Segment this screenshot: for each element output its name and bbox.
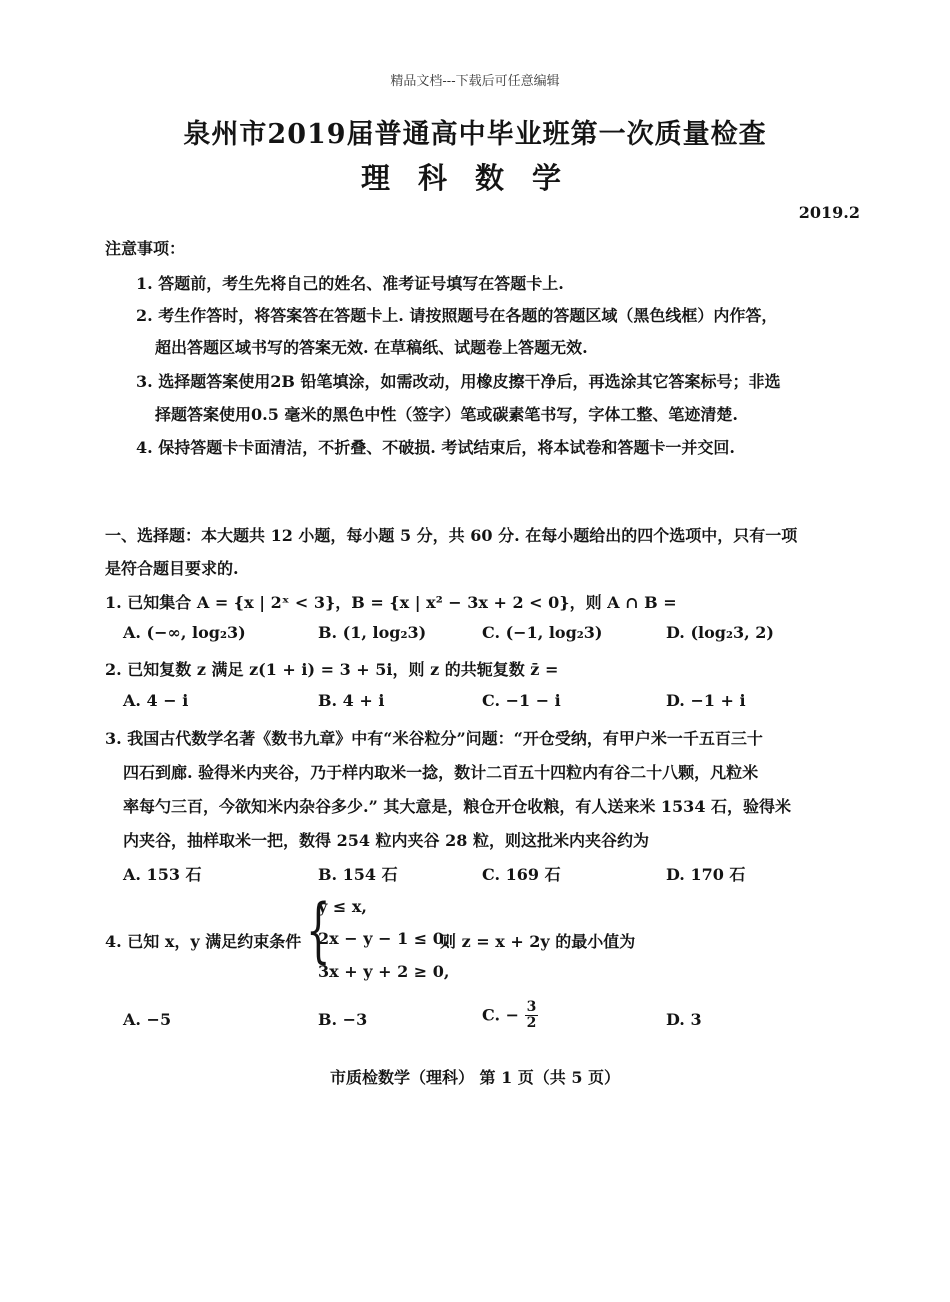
question-3-line-4: 内夹谷，抽样取米一把，数得 254 粒内夹谷 28 粒，则这批米内夹谷约为 <box>123 831 649 850</box>
question-4-option-c <box>482 1000 538 1032</box>
constraint-3: 3x + y + 2 ≥ 0, <box>318 962 450 981</box>
question-3-option-c: C. 169 石 <box>482 865 561 884</box>
question-4-option-a: A. −5 <box>123 1010 172 1029</box>
question-2-option-c: C. −1 − i <box>482 691 561 710</box>
question-4-option-d: D. 3 <box>666 1010 702 1029</box>
section-heading-cont: 是符合题目要求的. <box>105 559 239 578</box>
exam-date: 2019.2 <box>798 203 860 222</box>
question-1-option-c: C. (−1, log₂3) <box>482 623 603 642</box>
header-note: 精品文档---下载后可任意编辑 <box>390 74 560 89</box>
constraint-1: y ≤ x, <box>318 897 367 916</box>
notice-item-3-cont: 择题答案使用0.5 毫米的黑色中性（签字）笔或碳素笔书写，字体工整、笔迹清楚. <box>155 405 738 424</box>
question-3-option-a: A. 153 石 <box>123 865 202 884</box>
question-2-option-d: D. −1 + i <box>666 691 746 710</box>
notice-item-1: 1. 答题前，考生先将自己的姓名、准考证号填写在答题卡上. <box>136 274 564 293</box>
question-3-line-1: 3. 我国古代数学名著《数书九章》中有“米谷粒分”问题：“开仓受纳，有甲户米一千五百三十 <box>105 729 763 748</box>
question-3-option-b: B. 154 石 <box>318 865 398 884</box>
question-1-option-a: A. (−∞, log₂3) <box>123 623 246 642</box>
notice-item-2-cont: 超出答题区域书写的答案无效. 在草稿纸、试题卷上答题无效. <box>155 338 588 357</box>
question-2-option-b: B. 4 + i <box>318 691 385 710</box>
constraint-brace: { <box>306 889 331 971</box>
question-2-option-a: A. 4 − i <box>123 691 189 710</box>
fraction-numerator: 3 <box>526 999 537 1015</box>
question-1-option-d: D. (log₂3, 2) <box>666 623 774 642</box>
question-4-stem-prefix: 4. 已知 x，y 满足约束条件 <box>105 932 302 951</box>
question-2-stem: 2. 已知复数 z 满足 z(1 + i) = 3 + 5i，则 z 的共轭复数 z̄ = <box>105 660 559 679</box>
question-4-stem-suffix: 则 z = x + 2y 的最小值为 <box>440 932 636 951</box>
question-3-option-d: D. 170 石 <box>666 865 746 884</box>
question-4-option-b: B. −3 <box>318 1010 368 1029</box>
page-footer: 市质检数学（理科） 第 1 页（共 5 页） <box>329 1068 621 1087</box>
notice-item-3: 3. 选择题答案使用2B 铅笔填涂，如需改动，用橡皮擦干净后，再选涂其它答案标号；非选 <box>136 372 781 391</box>
fraction-denominator: 2 <box>526 1015 537 1032</box>
notice-item-4: 4. 保持答题卡卡面清洁，不折叠、不破损. 考试结束后，将本试卷和答题卡一并交回. <box>136 438 735 457</box>
section-heading: 一、选择题：本大题共 12 小题，每小题 5 分，共 60 分. 在每小题给出的四个选项中，只有一项 <box>105 526 798 545</box>
constraint-2: 2x − y − 1 ≤ 0, <box>318 929 450 948</box>
question-3-line-2: 四石到廊. 验得米内夹谷，乃于样内取米一捻，数计二百五十四粒内有谷二十八颗，凡粒米 <box>123 763 759 782</box>
question-4-option-c-prefix: C. − <box>482 1005 519 1025</box>
question-1-option-b: B. (1, log₂3) <box>318 623 427 642</box>
exam-subtitle: 理科数学 <box>360 161 589 195</box>
question-4-option-c-fraction <box>525 1000 539 1032</box>
notice-heading: 注意事项： <box>105 239 186 258</box>
notice-item-2: 2. 考生作答时，将答案答在答题卡上. 请按照题号在各题的答题区域（黑色线框）内作答， <box>136 306 778 325</box>
exam-title: 泉州市2019届普通高中毕业班第一次质量检查 <box>183 119 767 150</box>
question-1-stem: 1. 已知集合 A = {x | 2ˣ < 3}，B = {x | x² − 3x + 2 < 0}，则 A ∩ B = <box>105 593 677 612</box>
question-3-line-3: 率每勺三百，今欲知米内杂谷多少.” 其大意是，粮仓开仓收粮，有人送来米 1534 石，验得米 <box>123 797 792 816</box>
